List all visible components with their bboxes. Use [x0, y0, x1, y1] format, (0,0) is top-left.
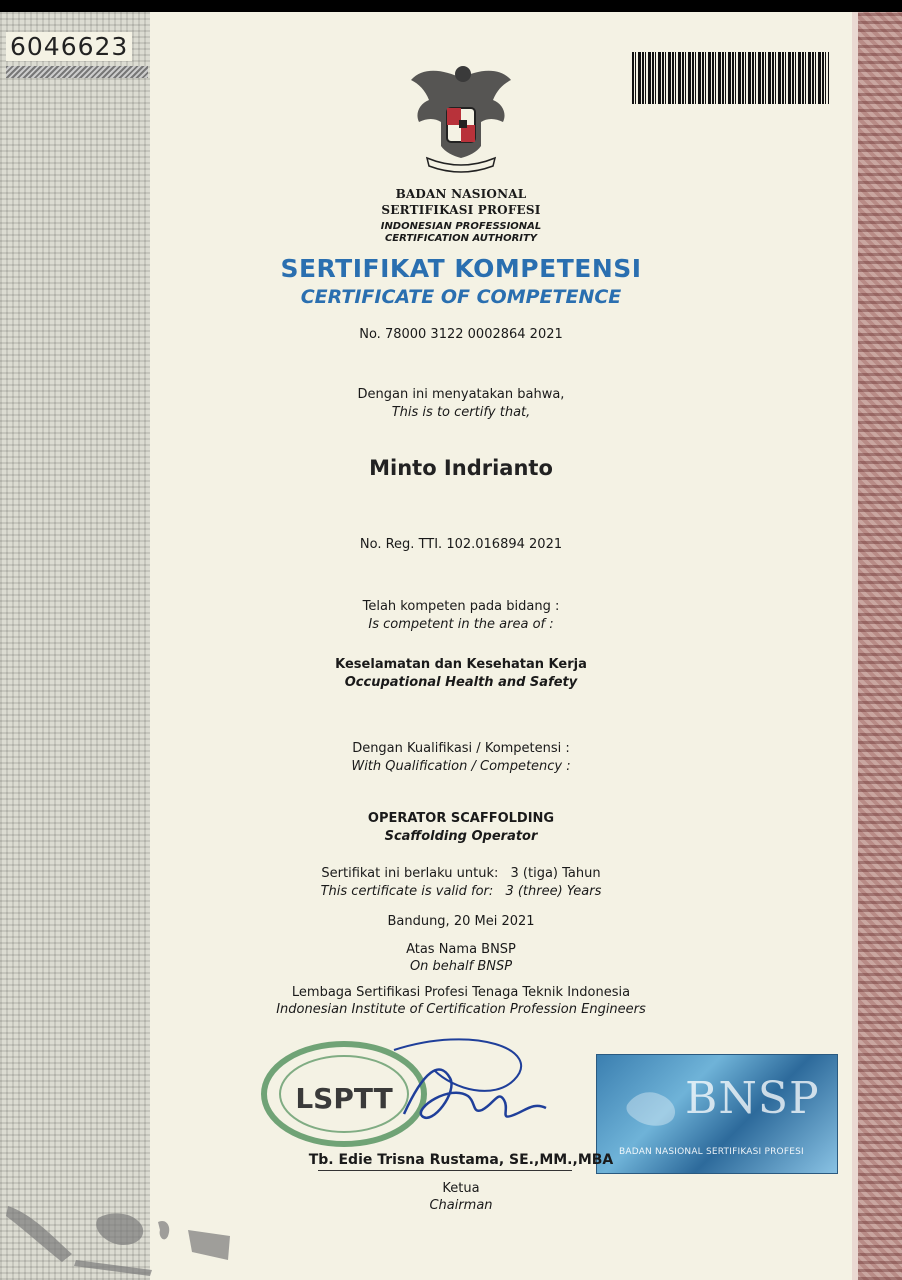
certificate-subtitle: CERTIFICATE OF COMPETENCE [300, 286, 622, 308]
lsptt-logo-text: LSPTT [295, 1082, 393, 1115]
signer-underline [318, 1170, 572, 1171]
agency-name-en-line2: CERTIFICATION AUTHORITY [384, 233, 538, 244]
institute-name-en: Indonesian Institute of Certification Profession Engineers [276, 1002, 646, 1017]
lsptt-stamp [254, 1030, 554, 1152]
certificate-title: SERTIFIKAT KOMPETENSI [280, 254, 642, 283]
garuda-emblem-icon [405, 60, 517, 178]
validity-en-label: This certificate is valid for: [320, 884, 494, 899]
registration-number: No. Reg. TTI. 102.016894 2021 [359, 537, 563, 552]
security-pattern-strip [0, 12, 150, 1280]
behalf-id: Atas Nama BNSP [406, 942, 516, 957]
serial-number: 6046623 [6, 32, 132, 61]
validity-en [170, 883, 752, 901]
agency-name [170, 186, 752, 218]
competency-name-id: OPERATOR SCAFFOLDING [367, 811, 555, 826]
agency-name-en-line1: INDONESIAN PROFESSIONAL [380, 221, 542, 232]
validity-id-value: 3 (tiga) Tahun [510, 866, 601, 881]
signer-title-en: Chairman [429, 1198, 493, 1213]
competent-label-id: Telah kompeten pada bidang : [362, 599, 560, 614]
holder-name: Minto Indrianto [369, 456, 553, 480]
indonesia-map-icon [2, 1196, 232, 1280]
barcode-icon [632, 52, 829, 104]
hologram-map-icon [623, 1075, 683, 1135]
validity-en-value: 3 (three) Years [505, 884, 602, 899]
certify-statement-id: Dengan ini menyatakan bahwa, [357, 387, 565, 402]
guilloche-border [858, 12, 902, 1280]
qualification-label-en: With Qualification / Competency : [351, 759, 571, 774]
agency-name-en [170, 221, 752, 245]
certificate-number: No. 78000 3122 0002864 2021 [359, 327, 563, 342]
validity-id [170, 865, 752, 883]
qualification-label-id: Dengan Kualifikasi / Kompetensi : [352, 741, 570, 756]
institute-name-id: Lembaga Sertifikasi Profesi Tenaga Teknik Indonesia [291, 985, 631, 1000]
hologram-caption: BADAN NASIONAL SERTIFIKASI PROFESI [619, 1147, 804, 1157]
signer-title-id: Ketua [442, 1181, 480, 1196]
competency-name-en: Scaffolding Operator [384, 829, 538, 844]
behalf-en: On behalf BNSP [409, 959, 513, 974]
top-edge [0, 0, 902, 12]
competent-label-en: Is competent in the area of : [368, 617, 554, 632]
competence-area-en: Occupational Health and Safety [344, 675, 578, 690]
agency-name-line2: SERTIFIKASI PROFESI [381, 203, 541, 217]
competence-area-id: Keselamatan dan Kesehatan Kerja [335, 657, 587, 672]
place-date: Bandung, 20 Mei 2021 [387, 914, 535, 929]
serial-security-bar [6, 66, 148, 78]
hologram-logo-text: BNSP [685, 1073, 820, 1124]
validity-id-label: Sertifikat ini berlaku untuk: [321, 866, 499, 881]
certify-statement-en: This is to certify that, [391, 405, 531, 420]
agency-name-line1: BADAN NASIONAL [395, 187, 527, 201]
signer-name: Tb. Edie Trisna Rustama, SE.,MM.,MBA [308, 1152, 614, 1168]
